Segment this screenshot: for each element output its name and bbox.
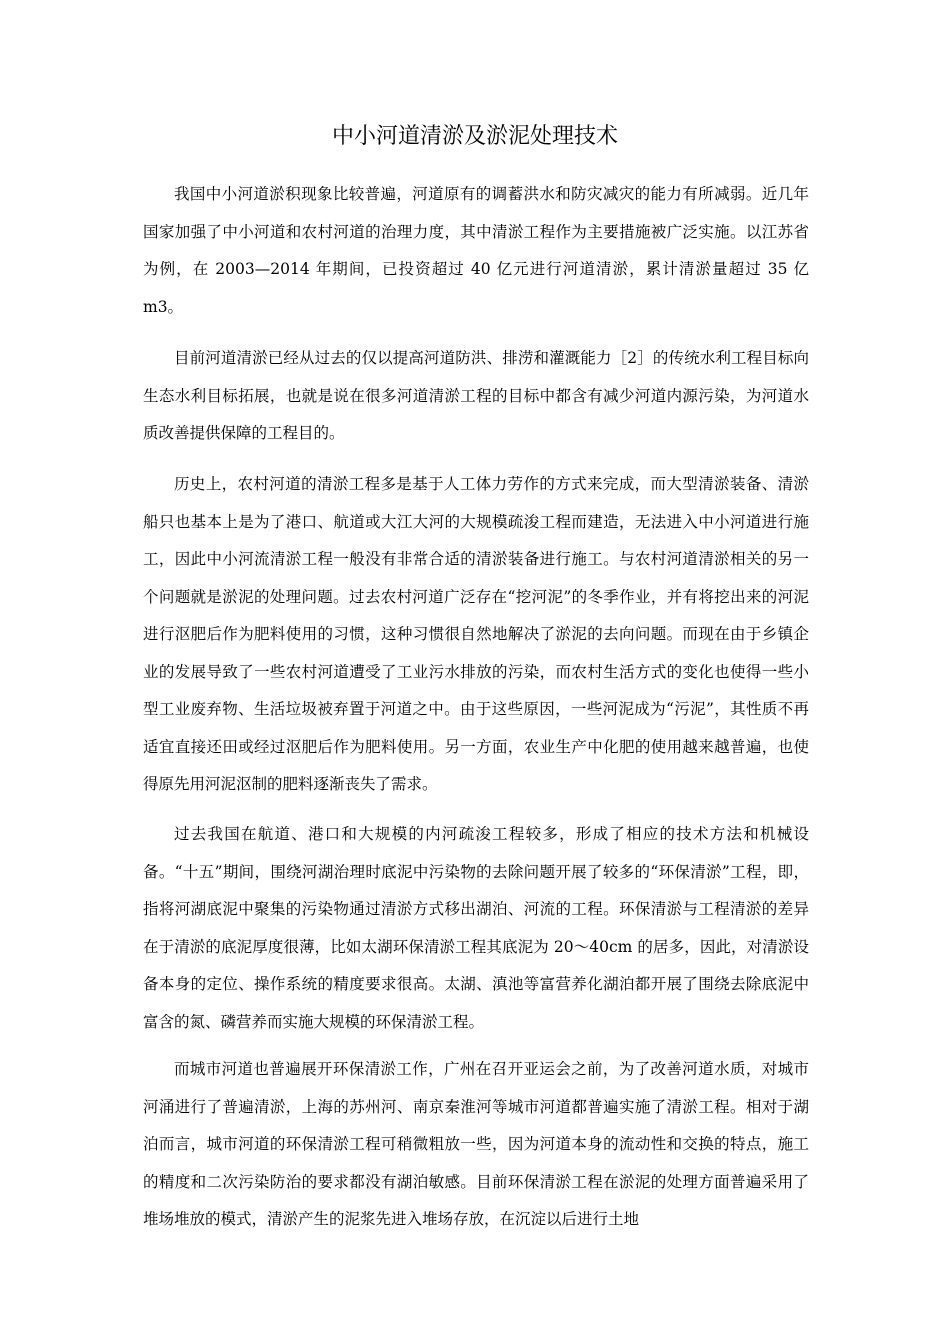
document-title: 中小河道清淤及淤泥处理技术 — [331, 124, 618, 149]
paragraph-3: 历史上，农村河道的清淤工程多是基于人工体力劳作的方式来完成，而大型清淤装备、清淤船只也基本上是为了港口、航道或大江大河的大规模疏浚工程而建造，无法进入中小河道进行施工，因此中小河流清淤工程一般没有非常合适的清淤装备进行施工。与农村河道清淤相关的另一个问题就是淤泥的处理问题。过去农村河道广泛存在“挖河泥”的冬季作业，并有将挖出来的河泥进行沤肥后作为肥料使用的习惯，这种习惯很自然地解决了淤泥的去向问题。而现在由于乡镇企业的发展导致了一些农村河道遭受了工业污水排放的污染，而农村生活方式的变化也使得一些小型工业废弃物、生活垃圾被弃置于河道之中。由于这些原因，一些河泥成为“污泥”，其性质不再适宜直接还田或经过沤肥后作为肥料使用。另一方面，农业生产中化肥的使用越来越普遍，也使得原先用河泥沤制的肥料逐渐丧失了需求。 — [143, 475, 809, 793]
paragraph-1: 我国中小河道淤积现象比较普遍，河道原有的调蓄洪水和防灾减灾的能力有所减弱。近几年国家加强了中小河道和农村河道的治理力度，其中清淤工程作为主要措施被广泛实施。以江苏省为例，在 2003—2014 年期间，已投资超过 40 亿元进行河道清淤，累计清淤量超过 35 亿 m3。 — [143, 185, 809, 316]
paragraph-2: 目前河道清淤已经从过去的仅以提高河道防洪、排涝和灌溉能力［2］的传统水利工程目标向生态水利目标拓展，也就是说在很多河道清淤工程的目标中都含有减少河道内源污染，为河道水质改善提供保障的工程目的。 — [143, 349, 809, 442]
paragraph-4: 过去我国在航道、港口和大规模的内河疏浚工程较多，形成了相应的技术方法和机械设备。“十五”期间，围绕河湖治理时底泥中污染物的去除问题开展了较多的“环保清淤”工程，即，指将河湖底泥中聚集的污染物通过清淤方式移出湖泊、河流的工程。环保清淤与工程清淤的差异在于清淤的底泥厚度很薄，比如太湖环保清淤工程其底泥为 20～40cm 的居多，因此，对清淤设备本身的定位、操作系统的精度要求很高。太湖、滇池等富营养化湖泊都开展了围绕去除底泥中富含的氮、磷营养而实施大规模的环保清淤工程。 — [143, 825, 809, 1031]
paragraph-5: 而城市河道也普遍展开环保清淤工作，广州在召开亚运会之前，为了改善河道水质，对城市河涌进行了普遍清淤，上海的苏州河、南京秦淮河等城市河道都普遍实施了清淤工程。相对于湖泊而言，城市河道的环保清淤工程可稍微粗放一些，因为河道本身的流动性和交换的特点，施工的精度和二次污染防治的要求都没有湖泊敏感。目前环保清淤工程在淤泥的处理方面普遍采用了堆场堆放的模式，清淤产生的泥浆先进入堆场存放，在沉淀以后进行土地 — [143, 1060, 809, 1228]
